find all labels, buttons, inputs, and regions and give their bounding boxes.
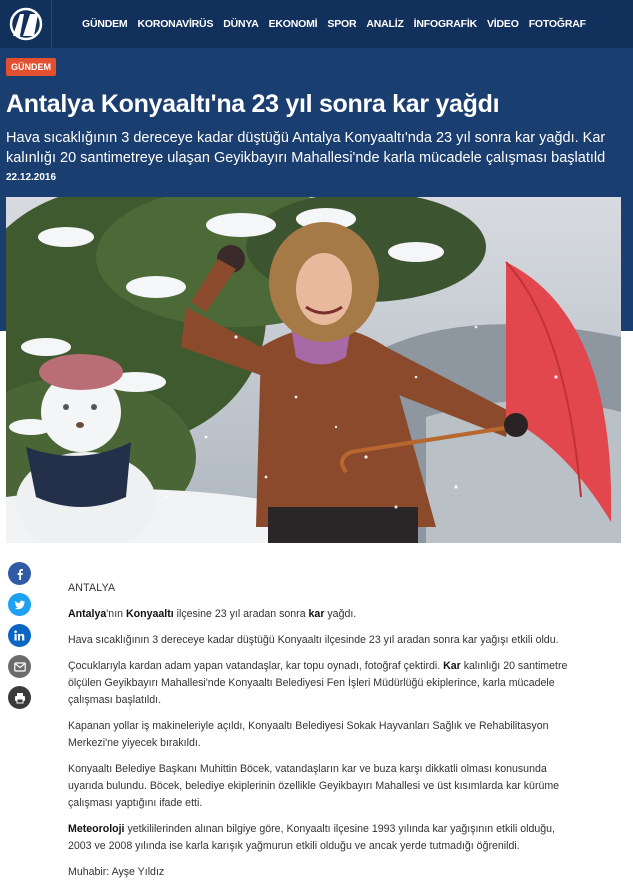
paragraph-5: Konyaaltı Belediye Başkanı Muhittin Böcek, vatandaşların kar ve buza karşı dikkatli olması konusunda uyarıda bulundu. Böcek, belediye ekiplerinin özellikle Geyikbayırı Mahallesi ve üst kısımlarda kar kürüme çalışması yaptığını ifade etti. <box>68 763 560 809</box>
summary-line-2: kalınlığı 20 santimetreye ulaşan Geyikbayırı Mahallesi'nde karla mücadele çalışması başlatıld <box>6 150 606 166</box>
facebook-share-button[interactable] <box>8 562 31 585</box>
print-button[interactable] <box>8 686 31 709</box>
top-navbar <box>0 0 633 48</box>
twitter-icon <box>14 599 26 611</box>
nav-item-infografik[interactable]: İNFOGRAFİK <box>413 18 477 30</box>
keyword-link[interactable]: Kar <box>443 660 461 672</box>
article-photo <box>6 197 621 543</box>
twitter-share-button[interactable] <box>8 593 31 616</box>
nav-item-dunya[interactable]: DÜNYA <box>223 18 259 30</box>
snow-scene-illustration <box>6 197 621 543</box>
paragraph-3: Çocuklarıyla kardan adam yapan vatandaşlar, kar topu oynadı, fotoğraf çektirdi. Kar kalınlığı 20 santimetre ölçülen Geyikbayırı Mahallesi'nde Konyaaltı Belediyesi Fen İşleri Müdürlüğü ekiplerince, karla mücadele çalışması başlatıldı. <box>68 660 568 706</box>
paragraph-4: Kapanan yollar iş makineleriyle açıldı, Konyaaltı Belediyesi Sokak Hayvanları Sağlık ve Rehabilitasyon Merkezi'ne yiyecek bırakıldı. <box>68 720 549 749</box>
print-icon <box>14 692 26 704</box>
article-byline: Muhabir: Ayşe Yıldız <box>68 866 165 878</box>
aa-logo[interactable] <box>0 0 52 48</box>
linkedin-icon <box>14 630 25 641</box>
nav-item-gundem[interactable]: GÜNDEM <box>82 18 128 30</box>
article-summary <box>6 128 633 168</box>
keyword-link[interactable]: Konyaaltı <box>125 608 174 620</box>
paragraph-2: Hava sıcaklığının 3 dereceye kadar düştüğü Konyaaltı ilçesinde 23 yıl aradan sonra kar yağışı etkili oldu. <box>68 634 559 646</box>
share-bar <box>8 562 31 709</box>
article-dateline: ANTALYA <box>68 582 116 594</box>
keyword-link[interactable]: Antalya <box>68 608 107 620</box>
nav-item-ekonomi[interactable]: EKONOMİ <box>268 18 318 30</box>
summary-line-1: Hava sıcaklığının 3 dereceye kadar düştüğü Antalya Konyaaltı'nda 23 yıl sonra kar yağdı. Kar <box>6 130 606 146</box>
keyword-link[interactable]: Meteoroloji <box>68 823 125 835</box>
publish-date: 22.12.2016 <box>6 172 57 183</box>
facebook-icon <box>14 568 26 580</box>
nav-item-video[interactable]: VİDEO <box>487 18 519 30</box>
nav-item-fotograf[interactable]: FOTOĞRAF <box>528 18 586 30</box>
email-share-button[interactable] <box>8 655 31 678</box>
main-nav <box>52 18 586 30</box>
email-icon <box>14 662 26 672</box>
paragraph-6: Meteoroloji yetkililerinden alınan bilgiye göre, Konyaaltı ilçesine 1993 yılında kar yağışının etkili olduğu, 2003 ve 2008 yılında ise karla karışık yağmurun etkili olduğu ve ancak yerde tutmadığı öğrenildi. <box>68 823 555 852</box>
category-badge[interactable]: GÜNDEM <box>6 58 56 76</box>
paragraph-1: Antalya'nın Konyaaltı ilçesine 23 yıl aradan sonra kar yağdı. <box>68 608 357 620</box>
nav-item-spor[interactable]: SPOR <box>327 18 357 30</box>
aa-logo-icon <box>6 6 46 42</box>
nav-item-koronavirus[interactable]: KORONAVİRÜS <box>137 18 214 30</box>
article-body <box>68 580 578 890</box>
linkedin-share-button[interactable] <box>8 624 31 647</box>
nav-item-analiz[interactable]: ANALİZ <box>366 18 404 30</box>
article-headline: Antalya Konyaaltı'na 23 yıl sonra kar yağdı <box>6 90 500 118</box>
keyword-link[interactable]: kar <box>308 608 325 620</box>
